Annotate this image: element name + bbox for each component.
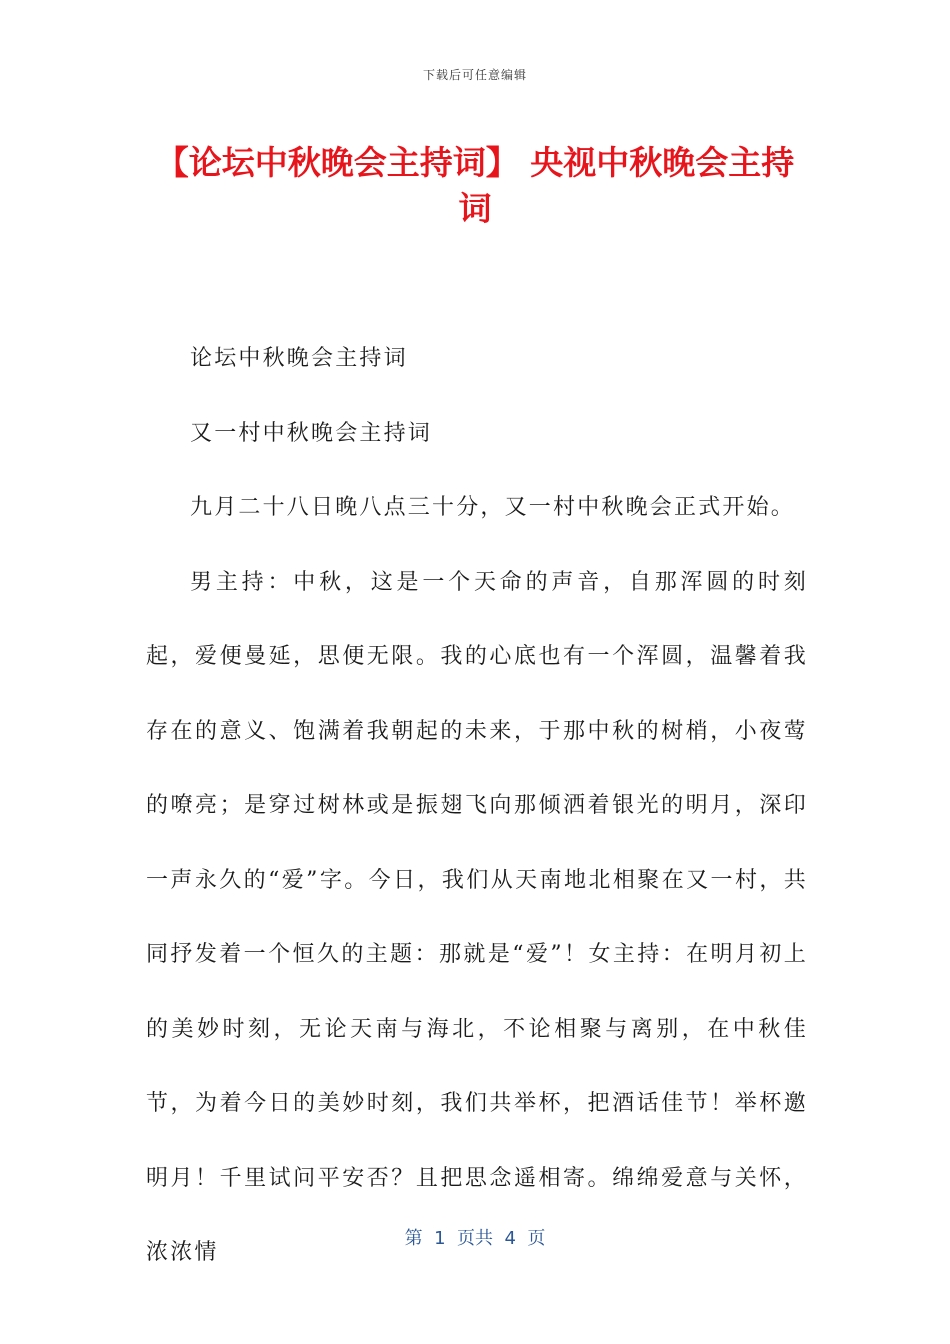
paragraph: 男主持：中秋，这是一个天命的声音，自那浑圆的时刻起，爱便曼延，思便无限。我的心底也有一个浑圆，温馨着我存在的意义、饱满着我朝起的未来，于那中秋的树梢，小夜莺的嘹亮；是穿过树林或是振翅飞向那倾洒着银光的明月，深印一声永久的“爱”字。今日，我们从天南地北相聚在又一村，共同抒发着一个恒久的主题：那就是“爱”！女主持：在明月初上的美妙时刻，无论天南与海北，不论相聚与离别，在中秋佳节，为着今日的美妙时刻，我们共举杯，把酒话佳节！举杯邀明月！千里试问平安否？且把思念遥相寄。绵绵爱意与关怀，浓浓情: [146, 569, 808, 1265]
paragraph: 九月二十八日晚八点三十分，又一村中秋晚会正式开始。: [190, 495, 796, 520]
header-note: 下载后可任意编辑: [422, 68, 527, 82]
document-title: 【论坛中秋晚会主持词】 央视中秋晚会主持词: [155, 143, 795, 228]
document-body: [146, 322, 808, 1291]
paragraph: 又一村中秋晚会主持词: [190, 420, 433, 446]
paragraph: 论坛中秋晚会主持词: [190, 346, 408, 371]
page-number: 第 1 页共 4 页: [404, 1228, 546, 1249]
